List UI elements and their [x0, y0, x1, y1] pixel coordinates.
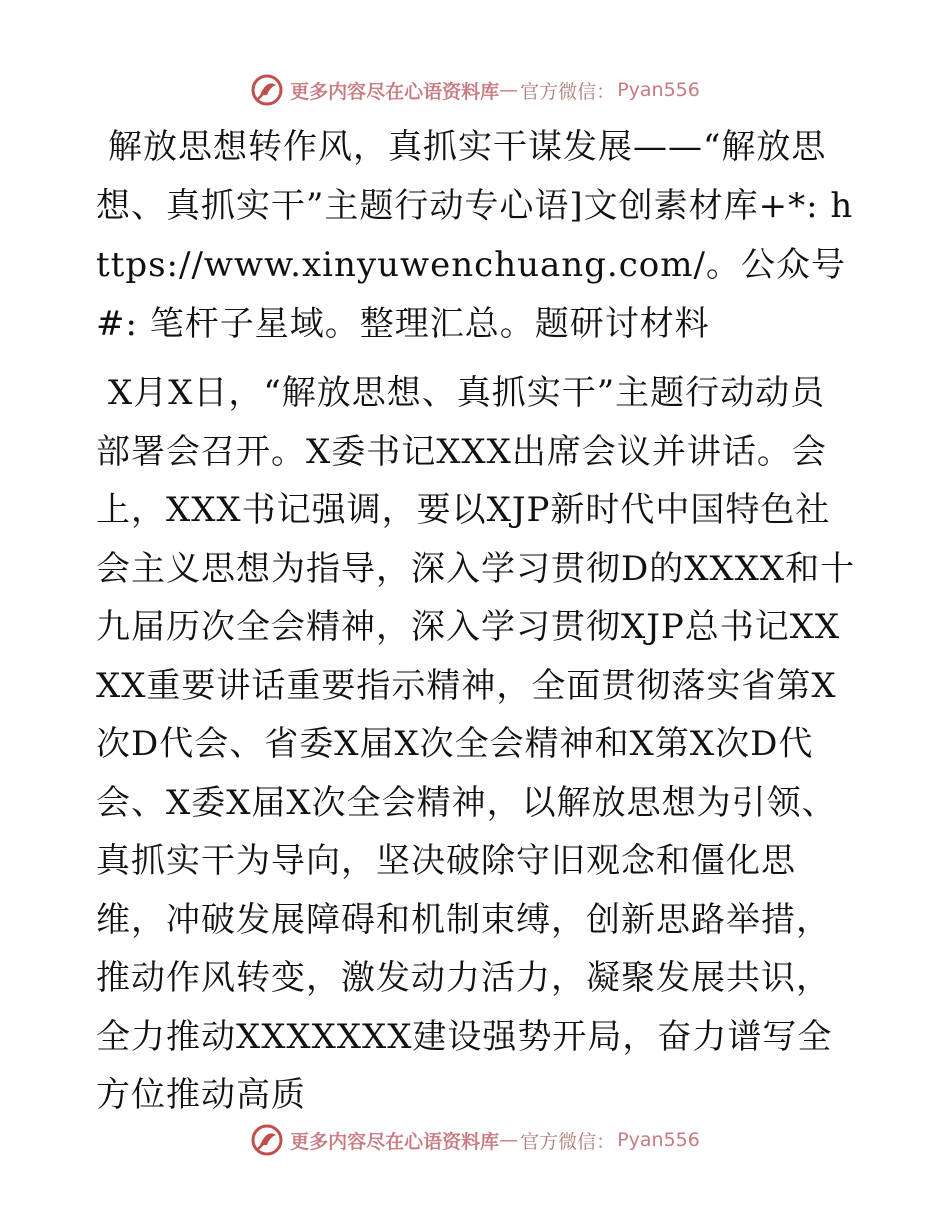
document-body [96, 118, 856, 1125]
footer-watermark-banner [0, 1120, 950, 1160]
brand-logo-icon [250, 1123, 284, 1157]
document-title: 解放思想转作风，真抓实干谋发展——“解放思想、真抓实干”主题行动专心语]文创素材库+*: https://www.xinyuwenchuang.com/。公众号#: 笔杆子星域。整理汇总。题研讨材料 [96, 127, 854, 344]
banner-wechat-id: Pyan556 [617, 1129, 700, 1151]
document-paragraph: X月X日，“解放思想、真抓实干”主题行动动员部署会召开。X委书记XXX出席会议并讲话。会上，XXX书记强调，要以XJP新时代中国特色社会主义思想为指导，深入学习贯彻D的XXXX和十九届历次全会精神，深入学习贯彻XJP总书记XXXX重要讲话重要指示精神，全面贯彻落实省第X次D代会、省委X届X次全会精神和X第X次D代会、X委X届X次全会精神，以解放思想为引领、真抓实干为导向，坚决破除守旧观念和僵化思维，冲破发展障碍和机制束缚，创新思路举措，推动作风转变，激发动力活力，凝聚发展共识，全力推动XXXXXXX建设强势开局，奋力谱写全方位推动高质 [96, 373, 856, 1115]
brand-logo-icon [250, 73, 284, 107]
banner-wechat-label: 官方微信： [520, 1130, 616, 1153]
banner-wechat-label: 官方微信： [520, 80, 616, 103]
banner-wechat-id: Pyan556 [617, 79, 700, 101]
banner-main-text: 更多内容尽在心语资料库 [290, 1130, 500, 1153]
banner-dash: — [499, 79, 519, 101]
banner-main-text: 更多内容尽在心语资料库 [290, 80, 500, 103]
header-watermark-banner [0, 70, 950, 110]
banner-dash: — [499, 1129, 519, 1151]
